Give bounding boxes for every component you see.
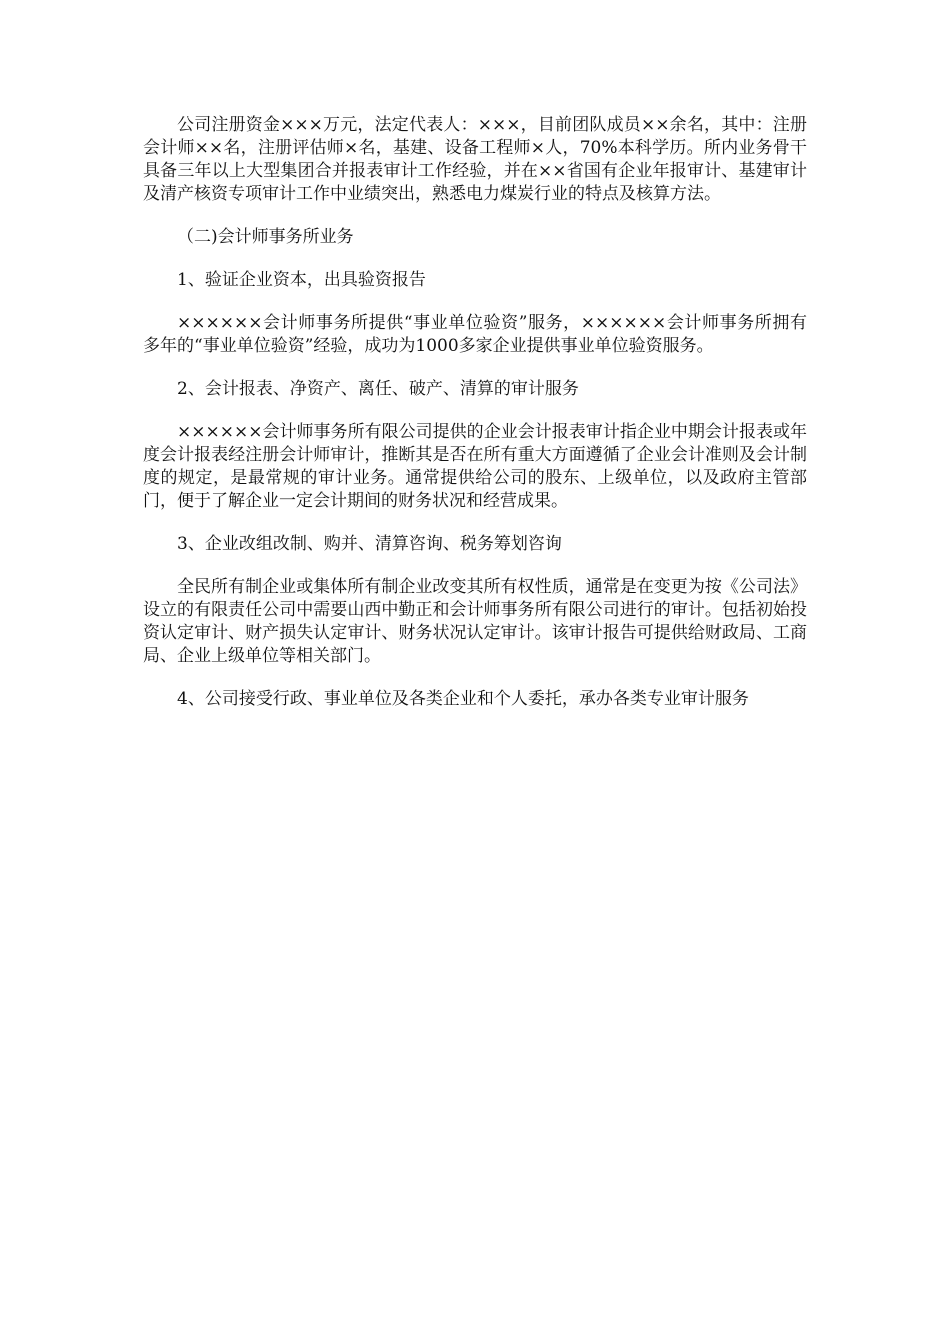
item-heading-restructuring-consulting: 3、企业改组改制、购并、清算咨询、税务筹划咨询	[177, 534, 562, 554]
paragraph-audit-services: ××××××会计师事务所有限公司提供的企业会计报表审计指企业中期会计报表或年度会计报表经注册会计师审计，推断其是否在所有重大方面遵循了企业会计准则及会计制度的规定，是最常规的审计业务。通常提供给公司的股东、上级单位，以及政府主管部门，便于了解企业一定会计期间的财务状况和经营成果。	[143, 422, 807, 511]
document-page	[143, 114, 807, 711]
paragraph-capital-verification: ××××××会计师事务所提供“事业单位验资”服务，××××××会计师事务所拥有多年的“事业单位验资”经验，成功为1000多家企业提供事业单位验资服务。	[143, 313, 807, 356]
item-heading-commissioned-audits: 4、公司接受行政、事业单位及各类企业和个人委托，承办各类专业审计服务	[177, 689, 749, 709]
paragraph-restructuring-consulting: 全民所有制企业或集体所有制企业改变其所有权性质，通常是在变更为按《公司法》设立的有限责任公司中需要山西中勤正和会计师事务所有限公司进行的审计。包括初始投资认定审计、财产损失认定审计、财务状况认定审计。该审计报告可提供给财政局、工商局、企业上级单位等相关部门。	[143, 577, 807, 666]
item-heading-audit-services: 2、会计报表、净资产、离任、破产、清算的审计服务	[177, 379, 579, 399]
paragraph-company-profile: 公司注册资金×××万元，法定代表人：×××，目前团队成员××余名，其中：注册会计师××名，注册评估师×名，基建、设备工程师×人，70%本科学历。所内业务骨干具备三年以上大型集团合并报表审计工作经验，并在××省国有企业年报审计、基建审计及清产核资专项审计工作中业绩突出，熟悉电力煤炭行业的特点及核算方法。	[143, 115, 807, 204]
item-heading-capital-verification: 1、验证企业资本，出具验资报告	[177, 270, 426, 290]
section-heading-services: （二)会计师事务所业务	[177, 227, 354, 247]
